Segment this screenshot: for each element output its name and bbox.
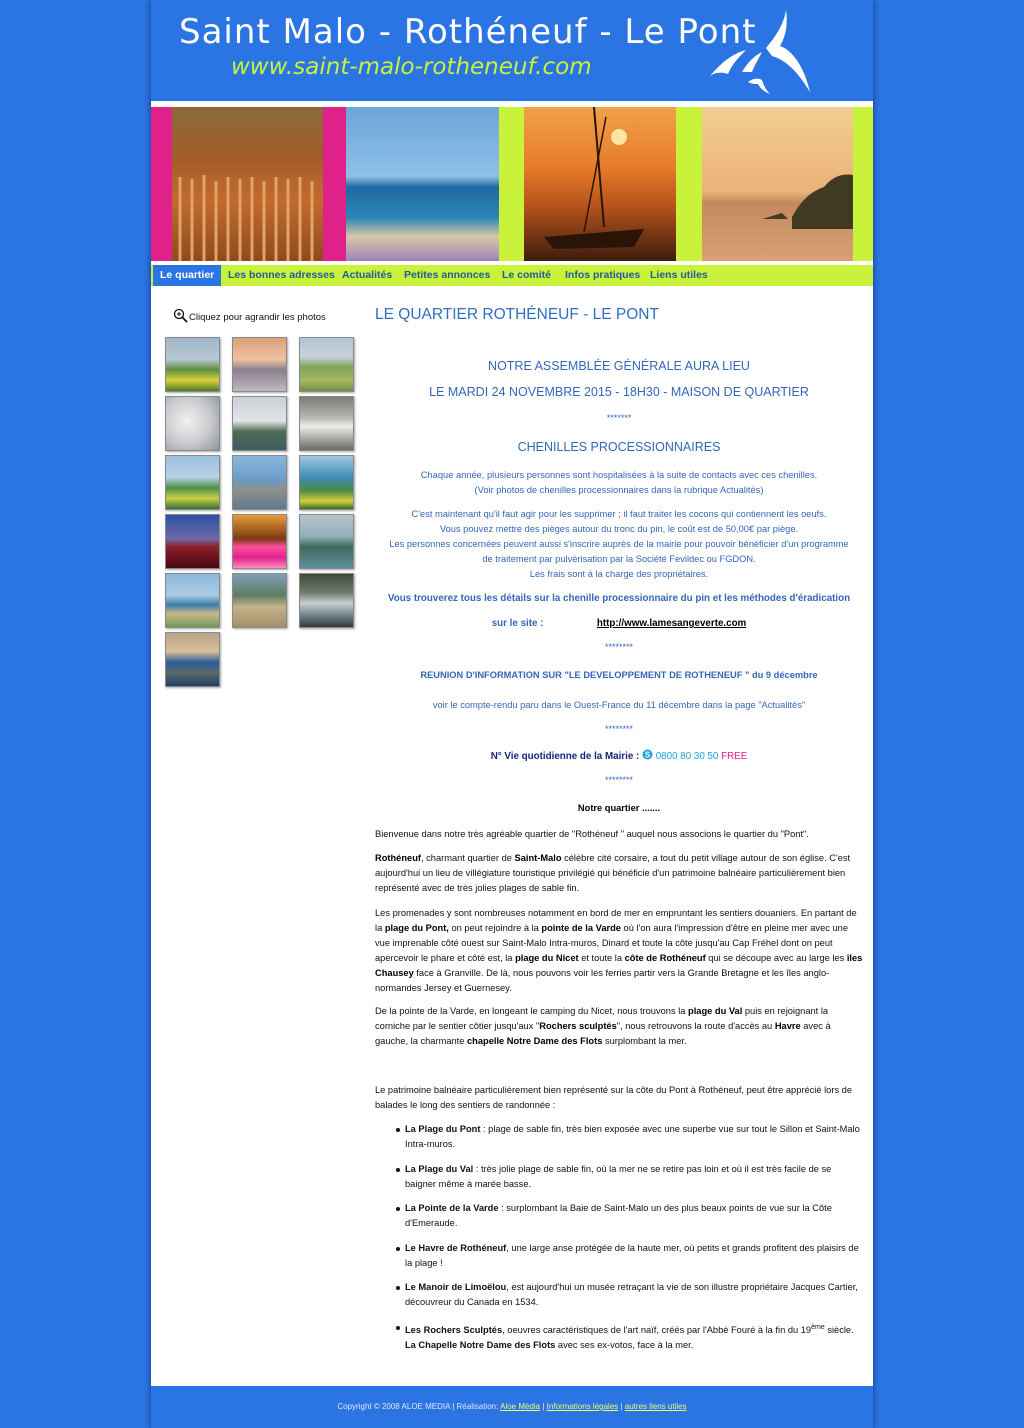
svg-text:S: S <box>644 750 651 760</box>
list-item: La Pointe de la Varde : surplombant la Baie de Saint-Malo un des plus beaux points de vue sur la Côte d'Emeraude. <box>405 1201 863 1231</box>
reunion-heading: REUNION D'INFORMATION SUR "LE DEVELOPPEMENT DE ROTHENEUF " du 9 décembre <box>420 670 818 680</box>
separator-stars: ******** <box>604 775 634 785</box>
page <box>151 0 873 1428</box>
zoom-hint <box>173 308 326 323</box>
free-badge: FREE <box>721 751 748 762</box>
photo-thumbnail[interactable] <box>299 396 354 451</box>
site-header <box>151 0 873 101</box>
photo-thumbnail[interactable] <box>232 514 287 569</box>
separator-stars: ******* <box>606 413 632 423</box>
caterpillar-text-2: C'est maintenant qu'il faut agir pour les supprimer ; il faut traiter les cocons qui contiennent les oeufs. Vous pouvez mettre des pièges autour du tronc du pin, le coût est de 50,00€ par piège. Les personnes concernées peuvent aussi s'inscrire auprès de la mairie pour pouvoir bénéficier d'un programme de traitement par pulvérisation par la Société Fevildec ou FGDON. Les frais sont à la charge des propriétaires. <box>389 509 849 579</box>
site-title: Saint Malo - Rothéneuf - Le Pont <box>179 12 757 52</box>
photo-thumbnail[interactable] <box>299 573 354 628</box>
banner-stripe-magenta-2 <box>323 107 346 261</box>
banner-photo-beach <box>346 107 499 261</box>
nav-item-liens-utiles[interactable]: Liens utiles <box>650 269 708 281</box>
banner-stripe-magenta <box>151 107 172 261</box>
banner-photo-sunset-boats <box>524 107 676 261</box>
skype-icon <box>642 749 653 760</box>
caterpillar-text-1: Chaque année, plusieurs personnes sont hospitalisées à la suite de contacts avec ces chenilles. (Voir photos de chenilles processionnaires dans la rubrique Actualités) <box>420 470 818 495</box>
nav-item-le-quartier[interactable]: Le quartier <box>153 265 221 286</box>
photo-thumbnail[interactable] <box>299 455 354 510</box>
photo-thumbnail[interactable] <box>165 573 220 628</box>
footer-text: Copyright © 2008 ALOE MEDIA | Réalisation: Aloe Média | Informations légales | autres liens utiles <box>337 1402 687 1411</box>
zoom-hint-label: Cliquez pour agrandir les photos <box>189 312 326 323</box>
site-footer <box>151 1386 873 1428</box>
banner-photo-sunset-rocks <box>702 107 853 261</box>
caterpillar-site-line <box>375 616 863 631</box>
caterpillar-heading: CHENILLES PROCESSIONNAIRES <box>517 440 721 454</box>
separator-stars: ******** <box>604 724 634 734</box>
banner-stripe-green <box>499 107 524 261</box>
photo-thumbnail[interactable] <box>232 396 287 451</box>
photo-thumbnail[interactable] <box>232 573 287 628</box>
nav-item-petites-annonces[interactable]: Petites annonces <box>404 269 491 281</box>
mairie-label: N° Vie quotidienne de la Mairie : <box>490 751 640 762</box>
welcome-paragraph: Bienvenue dans notre très agréable quartier de "Rothéneuf " auquel nous associons le quartier du "Pont". <box>375 829 809 839</box>
banner-stripe-green-2 <box>676 107 702 261</box>
seagulls-logo <box>706 6 826 98</box>
nav-item-le-comite[interactable]: Le comité <box>502 269 552 281</box>
photo-thumbnail[interactable] <box>232 337 287 392</box>
list-item: La Plage du Pont : plage de sable fin, très bien exposée avec une superbe vue sur tout le Sillon et Saint-Malo Intra-muros. <box>405 1122 863 1152</box>
walks-paragraph: Les promenades y sont nombreuses notamment en bord de mer en empruntant les sentiers douaniers. En partant de la plage du Pont, on peut rejoindre à la pointe de la Varde où l'on aura l'impression d'être en pleine mer avec une vue imprenable côté ouest sur Saint-Malo Intra-muros, Dinard et toute la côte jusqu'au Cap Fréhel dont on peut apercevoir le phare et côté est, la plage du Nicet et toute la côte de Rothéneuf qui se découpe avec au large les îles Chausey face à Granville. De là, nous pouvons voir les ferries partir vers la Grande Bretagne et les îles anglo-normandes Jersey et Guernesey. <box>375 908 863 993</box>
assembly-announcement-line1: NOTRE ASSEMBLÉE GÉNÉRALE AURA LIEU <box>488 359 750 373</box>
list-item: La Plage du Val : très jolie plage de sable fin, où la mer ne se retire pas loin et où il est très facile de se baigner même à marée basse. <box>405 1162 863 1192</box>
photo-thumbnail[interactable] <box>299 514 354 569</box>
main-nav <box>151 265 873 286</box>
caterpillar-details: Vous trouverez tous les détails sur la chenille processionnaire du pin et les méthodes d'éradication <box>387 593 851 604</box>
other-links-link[interactable]: autres liens utiles <box>624 1402 687 1411</box>
photo-thumbnail[interactable] <box>165 632 220 687</box>
heritage-list <box>375 1122 863 1362</box>
magnifier-plus-icon <box>173 308 188 323</box>
reunion-subtext: voir le compte-rendu paru dans le Ouest-France du 11 décembre dans la page "Actualités" <box>432 700 806 710</box>
photo-thumbnail[interactable] <box>165 455 220 510</box>
page-title: LE QUARTIER ROTHÉNEUF - LE PONT <box>375 306 659 323</box>
list-item: Le Manoir de Limoëlou, est aujourd'hui un musée retraçant la vie de son illustre propriétaire Jacques Cartier, découvreur du Canada en 1534. <box>405 1280 863 1310</box>
photo-thumbnail[interactable] <box>232 455 287 510</box>
aloe-media-link[interactable]: Aloe Média <box>500 1402 541 1411</box>
notre-quartier-heading: Notre quartier ....... <box>577 803 661 813</box>
list-item: Le Havre de Rothéneuf, une large anse protégée de la haute mer, où petits et grands profitent des plaisirs de la plage ! <box>405 1241 863 1271</box>
list-item: Les Rochers Sculptés, oeuvres caractéristiques de l'art naïf, créés par l'Abbé Fouré à la fin du 19ème siècle. La Chapelle Notre Dame des Flots avec ses ex-votos, face à la mer. <box>405 1320 863 1353</box>
heritage-paragraph: Le patrimoine balnéaire particulièrement bien représenté sur la côte du Pont à Rothéneuf, peut être apprécié lors de balades le long des sentiers de randonnée : <box>375 1085 853 1110</box>
assembly-announcement-line2: LE MARDI 24 NOVEMBRE 2015 - 18H30 - MAISON DE QUARTIER <box>429 385 809 399</box>
photo-thumbnail[interactable] <box>165 396 220 451</box>
separator-stars: ******** <box>604 642 634 652</box>
intro-paragraph: Rothéneuf, charmant quartier de Saint-Malo célèbre cité corsaire, a tout du petit village autour de son église. C'est aujourd'hui un lieu de villégiature touristique privilégié qui bénéficie d'un patrimoine balnéaire particulièrement bien représenté avec de très jolies plages de sable fin. <box>375 853 851 893</box>
nav-item-actualites[interactable]: Actualités <box>342 269 393 281</box>
photo-thumbnail[interactable] <box>165 337 220 392</box>
banner-stripe-green-3 <box>853 107 873 261</box>
nav-item-infos-pratiques[interactable]: Infos pratiques <box>565 269 641 281</box>
mairie-number: 0800 80 30 50 <box>655 751 719 762</box>
varde-paragraph: De la pointe de la Varde, en longeant le camping du Nicet, nous trouvons la plage du Val puis en rejoignant la corniche par le sentier côtier jusqu'aux "Rochers sculptés", nous retrouvons la route d'accès au Havre avec à gauche, la charmante chapelle Notre Dame des Flots surplombant la mer. <box>375 1006 831 1046</box>
legal-info-link[interactable]: Informations légales <box>546 1402 619 1411</box>
site-label: sur le site : <box>491 618 544 629</box>
banner-photo-dune-fence <box>172 107 323 261</box>
lamesangeverte-link[interactable]: http://www.lamesangeverte.com <box>596 618 747 629</box>
mairie-phone-line <box>375 749 863 764</box>
banner-photos <box>151 107 873 261</box>
nav-item-bonnes-adresses[interactable]: Les bonnes adresses <box>228 269 335 281</box>
photo-thumbnail[interactable] <box>299 337 354 392</box>
site-url: www.saint-malo-rotheneuf.com <box>231 54 592 80</box>
photo-thumbnail[interactable] <box>165 514 220 569</box>
